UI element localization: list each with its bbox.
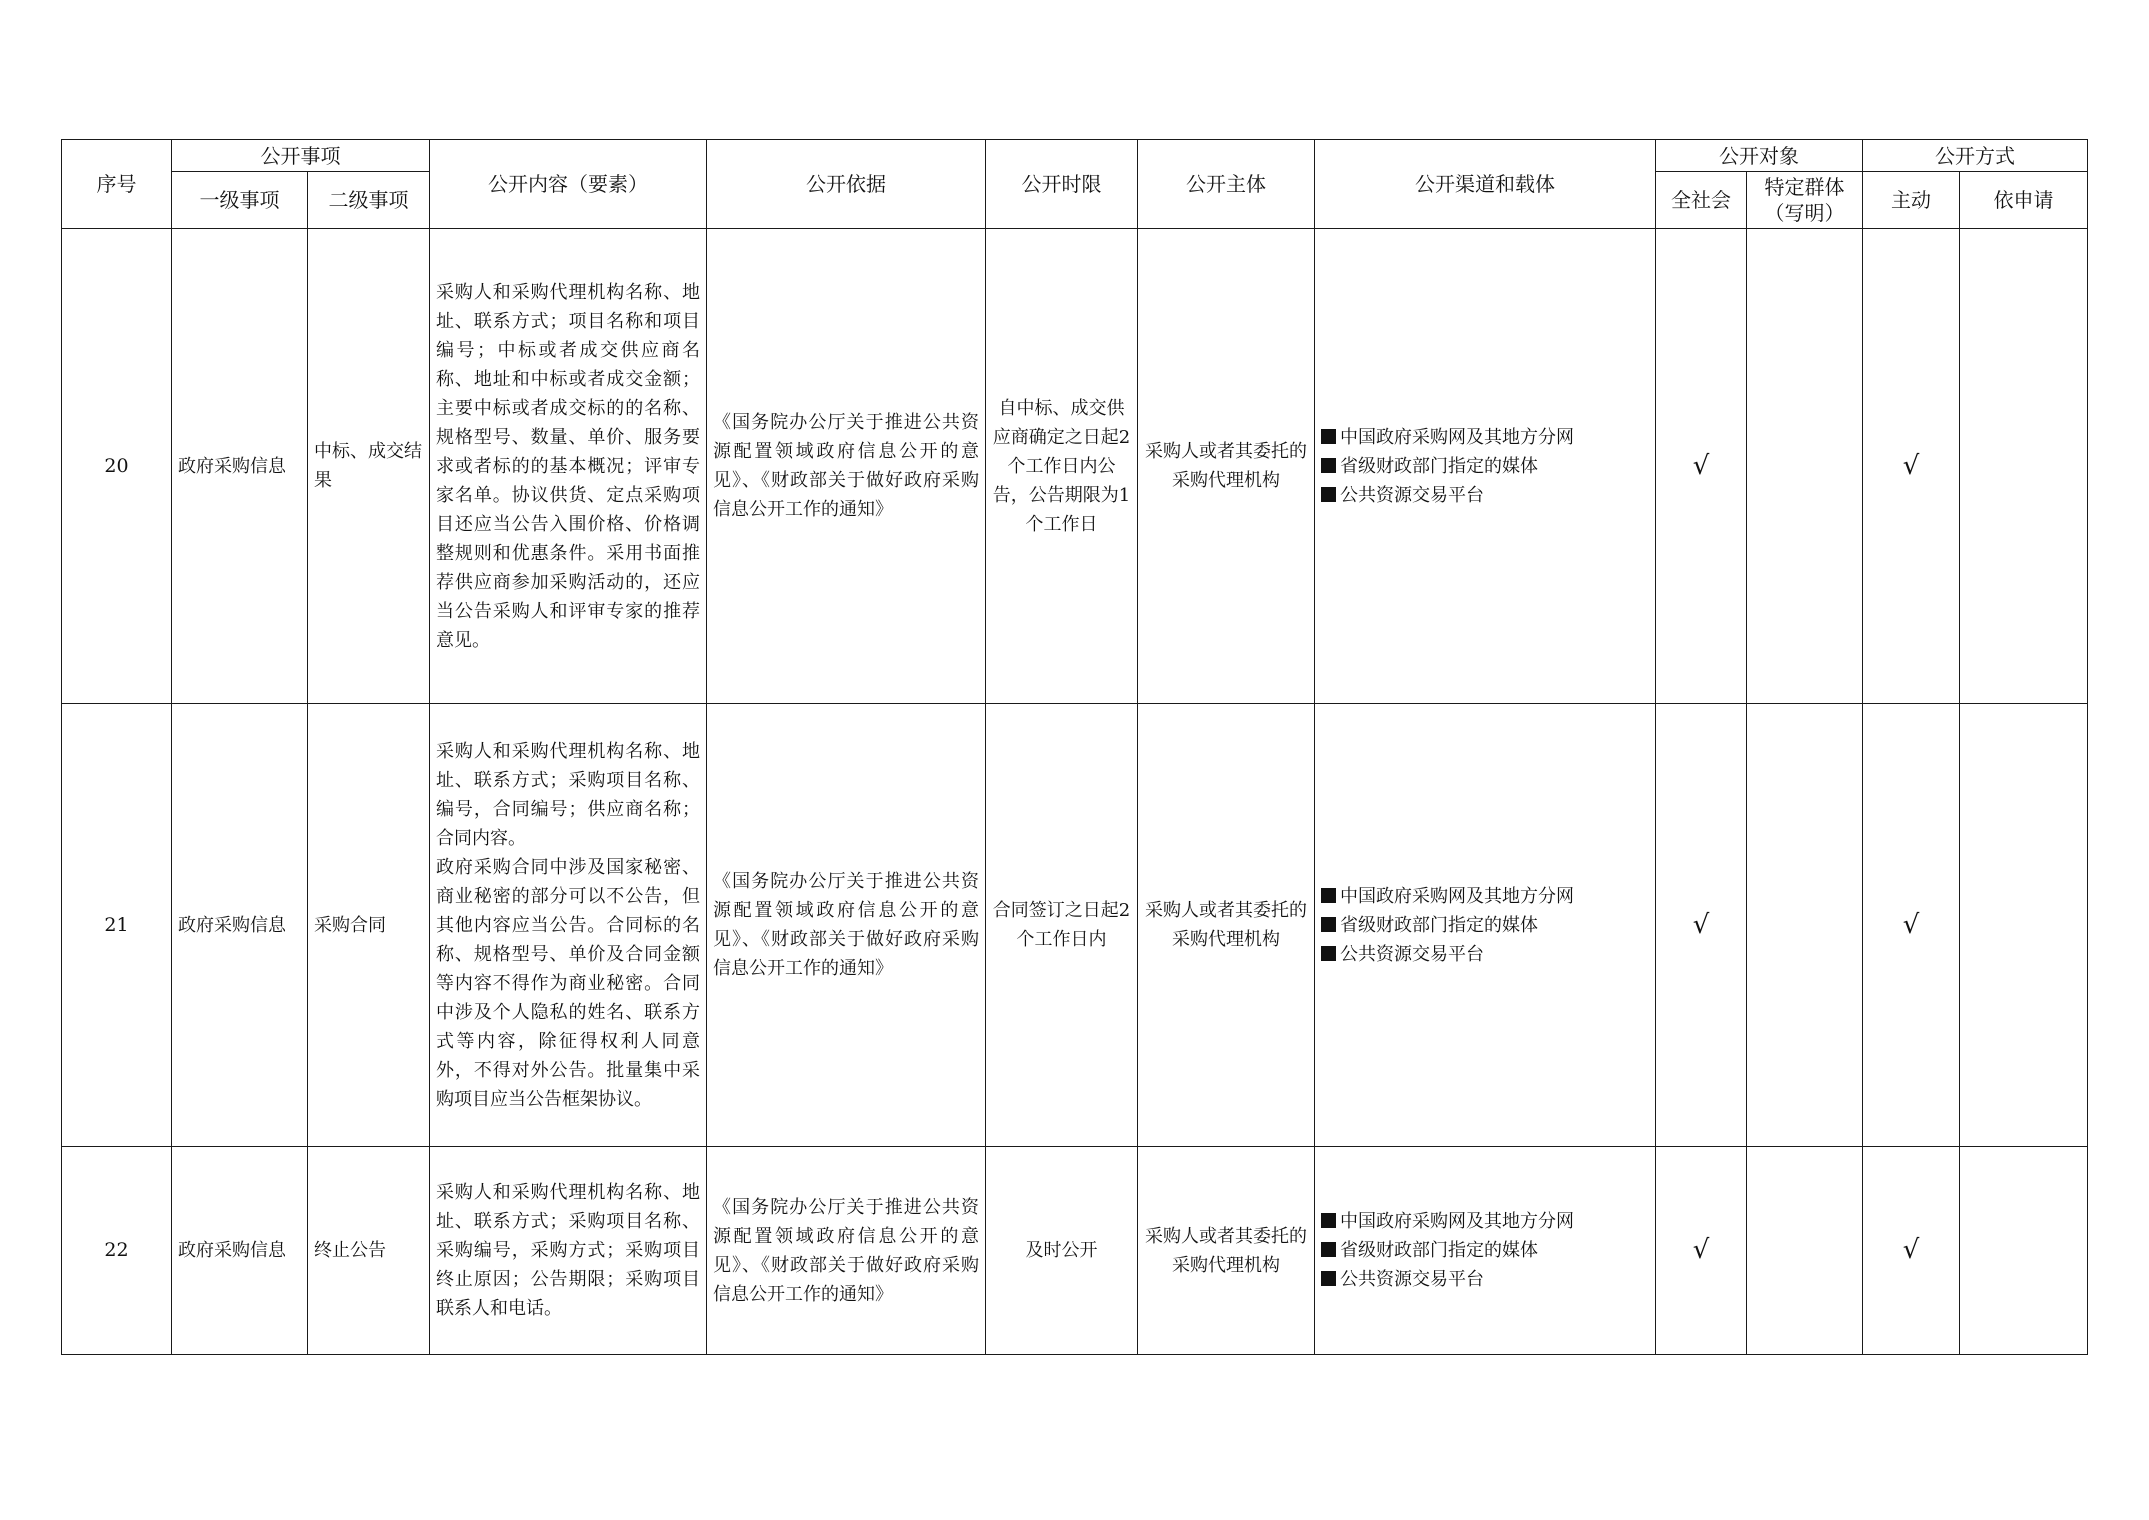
row-method-active-check: √ — [1863, 704, 1960, 1147]
row-basis: 《国务院办公厅关于推进公共资源配置领域政府信息公开的意见》、《财政部关于做好政府采购信息公开工作的通知》 — [707, 1147, 986, 1355]
row-audience-all-check: √ — [1656, 704, 1747, 1147]
header-method-request: 依申请 — [1960, 172, 2088, 229]
row-method-active-check: √ — [1863, 229, 1960, 704]
row-seq: 22 — [62, 1147, 172, 1355]
row-level2: 采购合同 — [308, 704, 430, 1147]
channel-item: 中国政府采购网及其地方分网 — [1321, 882, 1649, 911]
header-audience-specific: 特定群体（写明） — [1747, 172, 1863, 229]
row-channels — [1315, 704, 1656, 1147]
table-row — [62, 704, 2088, 1147]
row-level2: 中标、成交结果 — [308, 229, 430, 704]
row-basis: 《国务院办公厅关于推进公共资源配置领域政府信息公开的意见》、《财政部关于做好政府采购信息公开工作的通知》 — [707, 229, 986, 704]
row-channels — [1315, 1147, 1656, 1355]
disclosure-table — [61, 139, 2088, 1355]
header-audience-group: 公开对象 — [1656, 140, 1863, 172]
header-content: 公开内容（要素） — [430, 140, 707, 229]
header-items-group: 公开事项 — [172, 140, 430, 172]
channel-item: 省级财政部门指定的媒体 — [1321, 911, 1649, 940]
black-square-icon — [1321, 458, 1336, 473]
row-method-request — [1960, 704, 2088, 1147]
black-square-icon — [1321, 1271, 1336, 1286]
row-audience-all-check: √ — [1656, 229, 1747, 704]
channel-item: 公共资源交易平台 — [1321, 481, 1649, 510]
row-subject: 采购人或者其委托的采购代理机构 — [1138, 704, 1315, 1147]
header-audience-all: 全社会 — [1656, 172, 1747, 229]
row-method-request — [1960, 229, 2088, 704]
header-subject: 公开主体 — [1138, 140, 1315, 229]
row-subject: 采购人或者其委托的采购代理机构 — [1138, 229, 1315, 704]
row-level1: 政府采购信息 — [172, 1147, 308, 1355]
row-time-limit: 合同签订之日起2个工作日内 — [986, 704, 1138, 1147]
header-method-active: 主动 — [1863, 172, 1960, 229]
row-time-limit: 及时公开 — [986, 1147, 1138, 1355]
header-basis: 公开依据 — [707, 140, 986, 229]
row-audience-all-check: √ — [1656, 1147, 1747, 1355]
row-seq: 20 — [62, 229, 172, 704]
header-level2: 二级事项 — [308, 172, 430, 229]
row-level1: 政府采购信息 — [172, 704, 308, 1147]
header-method-group: 公开方式 — [1863, 140, 2088, 172]
black-square-icon — [1321, 1213, 1336, 1228]
row-audience-specific — [1747, 704, 1863, 1147]
table-row — [62, 1147, 2088, 1355]
header-level1: 一级事项 — [172, 172, 308, 229]
header-seq: 序号 — [62, 140, 172, 229]
channel-item: 公共资源交易平台 — [1321, 1265, 1649, 1294]
black-square-icon — [1321, 917, 1336, 932]
black-square-icon — [1321, 1242, 1336, 1257]
black-square-icon — [1321, 487, 1336, 502]
channel-item: 省级财政部门指定的媒体 — [1321, 1236, 1649, 1265]
channel-item: 中国政府采购网及其地方分网 — [1321, 1207, 1649, 1236]
row-seq: 21 — [62, 704, 172, 1147]
black-square-icon — [1321, 429, 1336, 444]
header-time-limit: 公开时限 — [986, 140, 1138, 229]
row-level1: 政府采购信息 — [172, 229, 308, 704]
row-level2: 终止公告 — [308, 1147, 430, 1355]
row-basis: 《国务院办公厅关于推进公共资源配置领域政府信息公开的意见》、《财政部关于做好政府采购信息公开工作的通知》 — [707, 704, 986, 1147]
row-method-active-check: √ — [1863, 1147, 1960, 1355]
channel-item: 省级财政部门指定的媒体 — [1321, 452, 1649, 481]
row-content: 采购人和采购代理机构名称、地址、联系方式；采购项目名称、采购编号，采购方式；采购项目终止原因；公告期限；采购项目联系人和电话。 — [430, 1147, 707, 1355]
row-content: 采购人和采购代理机构名称、地址、联系方式；项目名称和项目编号；中标或者成交供应商名称、地址和中标或者成交金额；主要中标或者成交标的的名称、规格型号、数量、单价、服务要求或者标的的基本概况；评审专家名单。协议供货、定点采购项目还应当公告入围价格、价格调整规则和优惠条件。采用书面推荐供应商参加采购活动的，还应当公告采购人和评审专家的推荐意见。 — [430, 229, 707, 704]
table-row — [62, 229, 2088, 704]
row-audience-specific — [1747, 1147, 1863, 1355]
row-audience-specific — [1747, 229, 1863, 704]
row-content: 采购人和采购代理机构名称、地址、联系方式；采购项目名称、编号，合同编号；供应商名称；合同内容。 政府采购合同中涉及国家秘密、商业秘密的部分可以不公告，但其他内容应当公告。合同标的名称、规格型号、单价及合同金额等内容不得作为商业秘密。合同中涉及个人隐私的姓名、联系方式等内容，除征得权利人同意外，不得对外公告。批量集中采购项目应当公告框架协议。 — [430, 704, 707, 1147]
row-time-limit: 自中标、成交供应商确定之日起2个工作日内公告，公告期限为1个工作日 — [986, 229, 1138, 704]
row-channels — [1315, 229, 1656, 704]
black-square-icon — [1321, 946, 1336, 961]
black-square-icon — [1321, 888, 1336, 903]
row-subject: 采购人或者其委托的采购代理机构 — [1138, 1147, 1315, 1355]
channel-item: 中国政府采购网及其地方分网 — [1321, 423, 1649, 452]
header-channel: 公开渠道和载体 — [1315, 140, 1656, 229]
channel-item: 公共资源交易平台 — [1321, 940, 1649, 969]
row-method-request — [1960, 1147, 2088, 1355]
